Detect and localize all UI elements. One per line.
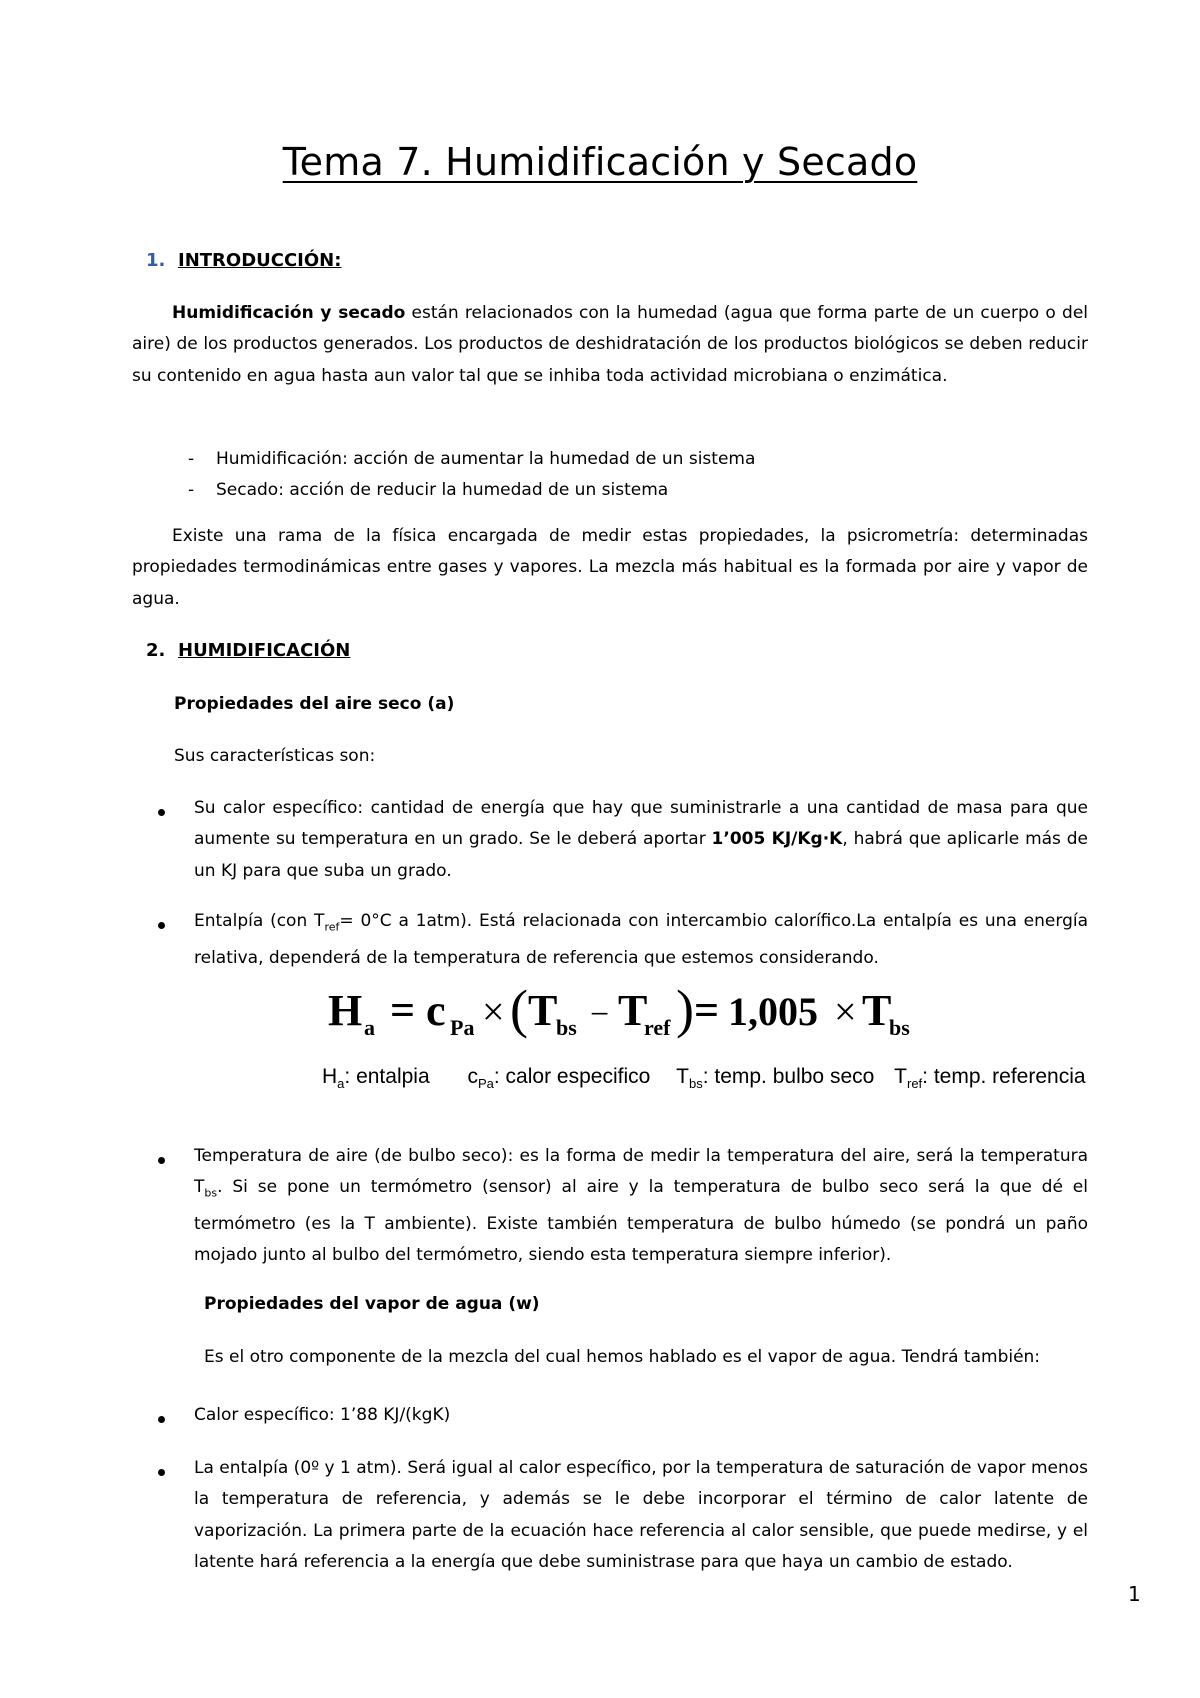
intro-paragraph-2: Existe una rama de la física encargada de medir estas propiedades, la psicrometría: determinadas propiedades termodinámicas entre gases y vapores. La mezcla más habitual es la formada por aire y vapor de agua.	[132, 526, 1088, 609]
subheading-vapor-agua: Propiedades del vapor de agua (w)	[204, 1294, 540, 1314]
formula-legend: $H_a$: entalpia $c_{Pa}$: calor especifico $T_{bs}$: temp. bulbo seco $T_{ref}$: temp. referencia	[322, 1065, 1086, 1092]
svg-text:ref: ref	[644, 1015, 671, 1040]
svg-text:(: (	[510, 979, 528, 1039]
subheading-aire-seco: Propiedades del aire seco (a)	[174, 694, 455, 714]
svg-text:×: ×	[482, 989, 505, 1034]
bullet-entalpia-vapor: La entalpía (0º y 1 atm). Será igual al calor específico, por la temperatura de saturación de vapor menos la temperatura de referencia, y además se le debe incorporar el término de calor latente de vaporización. La primera parte de la ecuación hace referencia al calor sensible, que puede medirse, y el latente hará referencia a la energía que debe suministrase para que haya un cambio de estado.	[194, 1458, 1088, 1572]
svg-text:bs: bs	[556, 1015, 577, 1040]
bullet-entalpia: Entalpía (con $T_{ref}= 0^\circ C$ a 1atm). Está relacionada con intercambio calorífico.La entalpía es una energía relativa, dependerá de la temperatura de referencia que estemos considerando.	[194, 911, 1088, 968]
svg-text:a: a	[364, 1015, 375, 1040]
svg-text:c: c	[426, 986, 446, 1035]
svg-text:=: =	[694, 986, 720, 1035]
section-heading-humidificacion: 2. HUMIDIFICACIÓN	[146, 640, 351, 661]
svg-text:1,005: 1,005	[728, 989, 818, 1034]
bullet-calor-especifico-vapor: Calor específico: 1’88 KJ/(kgK)	[194, 1405, 451, 1425]
svg-text:bs: bs	[889, 1015, 910, 1040]
intro-paragraph-1: Humidificación y secado están relacionados con la humedad (agua que forma parte de un cuerpo o del aire) de los productos generados. Los productos de deshidratación de los productos biológicos se deben reducir su contenido en agua hasta aun valor tal que se inhiba toda actividad microbiana o enzimática.	[132, 303, 1088, 386]
svg-text:T: T	[528, 986, 558, 1035]
page-number: 1	[1128, 1582, 1141, 1606]
svg-text:H: H	[328, 986, 363, 1035]
vapor-lead: Es el otro componente de la mezcla del cual hemos hablado es el vapor de agua. Tendrá también:	[204, 1347, 1041, 1367]
svg-text:×: ×	[834, 989, 857, 1034]
aire-seco-lead: Sus características son:	[174, 746, 376, 766]
svg-text:): )	[676, 979, 694, 1039]
svg-text:=: =	[390, 986, 416, 1035]
bullet-temperatura-aire: Temperatura de aire (de bulbo seco): es la forma de medir la temperatura del aire, será la temperatura $T_{bs}$. Si se pone un termómetro (sensor) al aire y la temperatura de bulbo seco será la que dé el termómetro (es la T ambiente). Existe también temperatura de bulbo húmedo (se pondrá un paño mojado junto al bulbo del termómetro, siendo esta temperatura siempre inferior).	[194, 1146, 1088, 1266]
svg-text:T: T	[618, 986, 648, 1035]
svg-text:−: −	[590, 996, 610, 1033]
section-heading-introduccion: 1. INTRODUCCIÓN:	[146, 250, 342, 271]
svg-text:Pa: Pa	[450, 1015, 475, 1040]
document-page: Tema 7. Humidificación y Secado 1. INTRODUCCIÓN: Humidificación y secado están relacionados con la humedad (agua que forma parte de un cuerpo o del aire) de los productos generados. Los productos de deshidratación de los productos biológicos se deben reducir su contenido en agua hasta aun valor tal que se inhiba toda actividad microbiana o enzimática. - Humidificación: acción de aumentar la humedad de un sistema - Secado: acción de reducir la humedad de un sistema Existe una rama de la física encargada de medir estas propiedades, la psicrometría: determinadas propiedades termodinámicas entre gases y vapores. La mezcla más habitual es la formada por aire y vapor de agua. 2. HUMIDIFICACIÓN Propiedades del aire seco (a) Sus características son: Su calor específico: cantidad de energía que hay que suministrarle a una cantidad de masa para que aumente su temperatura en un grado. Se le deberá aportar 1’005 KJ/Kg·K, habrá que aplicarle más de un KJ para que suba un grado. Entalpía (con $T_{ref}= 0^\circ C$ a 1atm). Está relacionada con intercambio calorífico.La entalpía es una energía relativa, dependerá de la temperatura de referencia que estemos considerando. H a = c Pa × ( T bs − T ref ) = 1,005 × T bs $H_a$: entalpia $c_{Pa}$: calor especifico $T_{bs}$: temp. bulbo seco $T_{ref}$: temp. referencia Temperatura de aire (de bulbo seco): es la forma de medir la temperatura del aire, será la temperatura $T_{bs}$. Si se pone un termómetro (sensor) al aire y la temperatura de bulbo seco será la que dé el termómetro (es la T ambiente). Existe también temperatura de bulbo húmedo (se pondrá un paño mojado junto al bulbo del termómetro, siendo esta temperatura siempre inferior). Propiedades del vapor de agua (w) Es el otro componente de la mezcla del cual hemos hablado es el vapor de agua. Tendrá también: Calor específico: 1’88 KJ/(kgK) La entalpía (0º y 1 atm). Será igual al calor específico, por la temperatura de saturación de vapor menos la temperatura de referencia, y además se le debe incorporar el término de calor latente de vaporización. La primera parte de la ecuación hace referencia al calor sensible, que puede medirse, y el latente hará referencia a la energía que debe suministrase para que haya un cambio de estado. 1	[0, 0, 1200, 1698]
svg-text:T: T	[862, 986, 892, 1035]
bullet-calor-especifico: Su calor específico: cantidad de energía que hay que suministrarle a una cantidad de masa para que aumente su temperatura en un grado. Se le deberá aportar 1’005 KJ/Kg·K, habrá que aplicarle más de un KJ para que suba un grado.	[194, 798, 1088, 881]
document-title: Tema 7. Humidificación y Secado	[282, 140, 918, 184]
enthalpy-formula	[326, 975, 926, 1045]
